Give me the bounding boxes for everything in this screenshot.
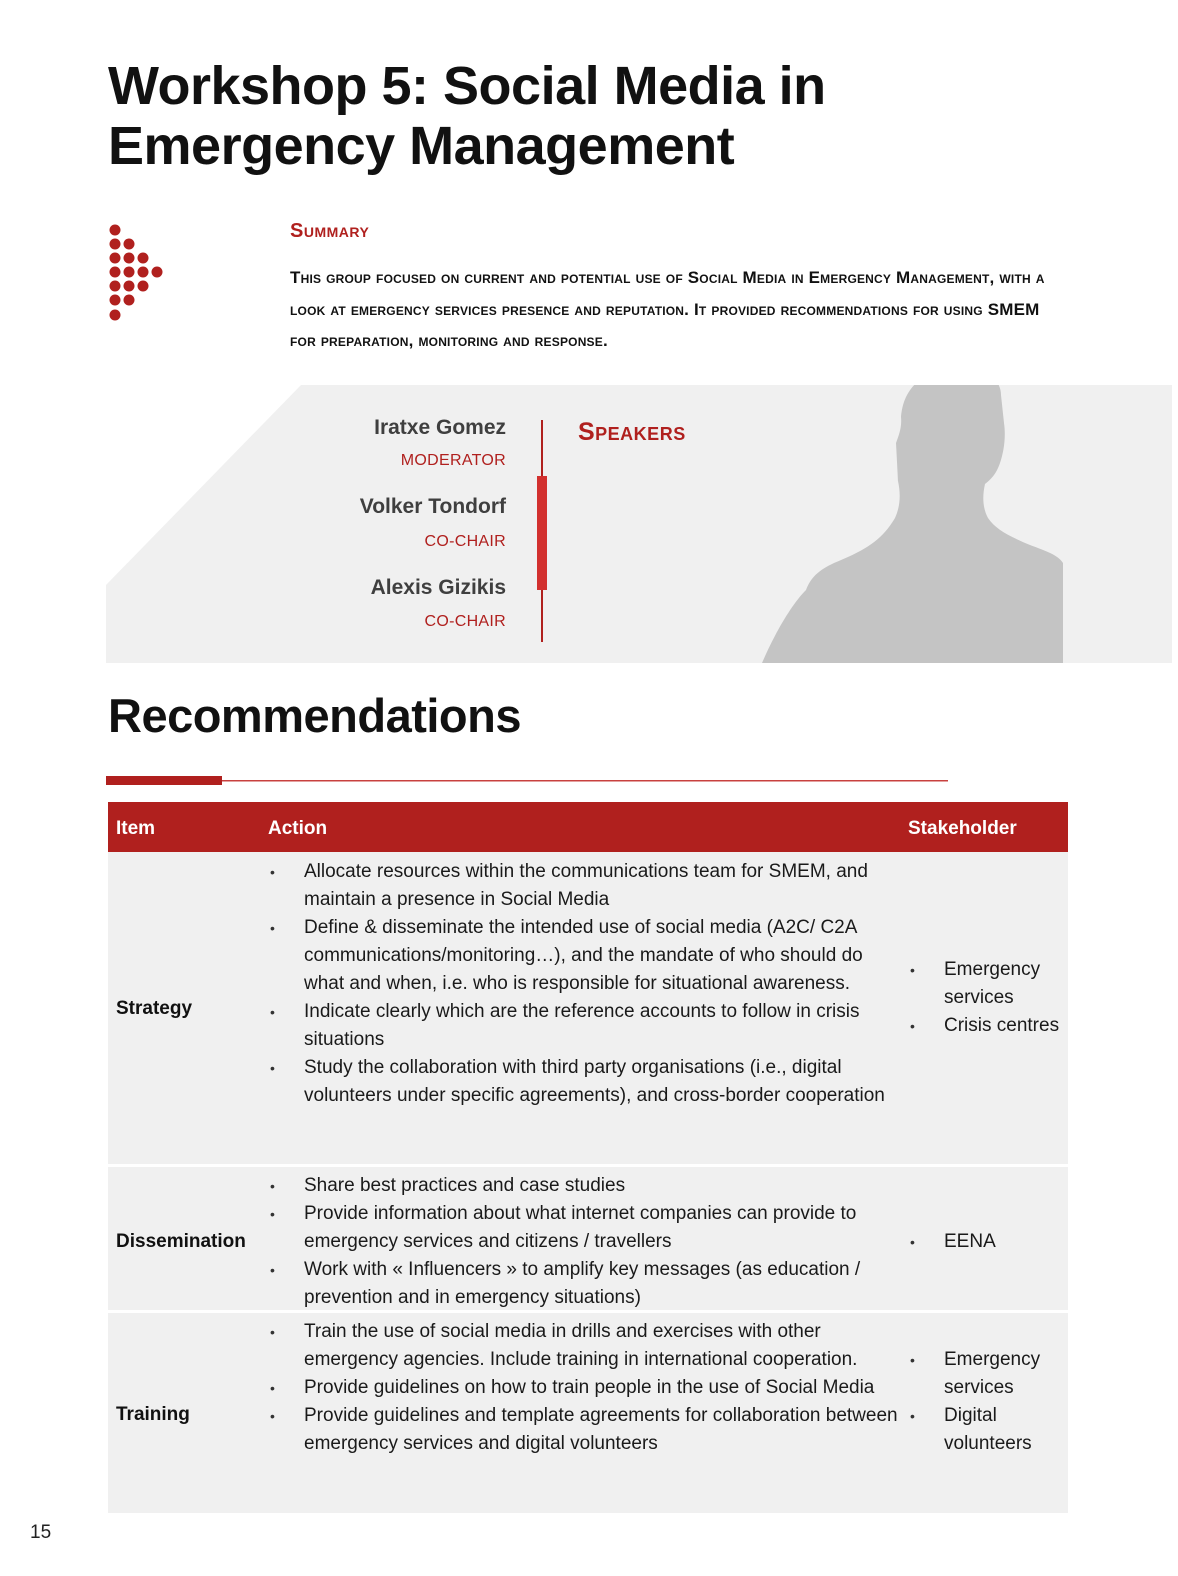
speaker-divider-highlight (537, 476, 547, 590)
action-item: • Indicate clearly which are the reference accounts to follow in crisis situations (268, 998, 898, 1054)
action-list (268, 1318, 898, 1458)
section-rule (106, 775, 948, 787)
row-item-label: Training (116, 1404, 190, 1425)
stakeholder-item: • EENA (908, 1228, 1063, 1256)
summary-heading: Summary (290, 220, 370, 242)
table-row (108, 1164, 1068, 1310)
action-item: • Provide information about what internet companies can provide to emergency services and citizens / travellers (268, 1200, 898, 1256)
summary-text: This group focused on current and potential use of Social Media in Emergency Management, with a look at emergency services presence and reputation. It provided recommendations for using SMEM for preparation, monitoring and response. (290, 268, 1045, 350)
stakeholder-item: • Crisis centres (908, 1012, 1063, 1040)
stakeholder-item: • Digital volunteers (908, 1402, 1063, 1458)
recommendations-heading: Recommendations (108, 689, 521, 742)
speaker-name: Alexis Gizikis (370, 576, 506, 599)
dot-arrow-icon (106, 222, 170, 326)
speakers-heading: Speakers (578, 418, 686, 446)
speaker-name: Volker Tondorf (359, 495, 506, 518)
stakeholder-list (908, 1346, 1063, 1458)
action-list (268, 858, 898, 1110)
page-title: Workshop 5: Social Media in Emergency Management (108, 56, 826, 176)
recommendations-table (108, 802, 1068, 1513)
speaker-role: MODERATOR (400, 452, 506, 469)
table-header (108, 802, 1068, 852)
stakeholder-list (908, 956, 1063, 1040)
column-header-item: Item (116, 818, 156, 839)
row-item-label: Strategy (116, 998, 193, 1019)
column-header-action: Action (268, 818, 328, 839)
action-item: • Train the use of social media in drills and exercises with other emergency agencies. Include training in international cooperation. (268, 1318, 898, 1374)
action-item: • Allocate resources within the communications team for SMEM, and maintain a presence in Social Media (268, 858, 898, 914)
action-item: • Share best practices and case studies (268, 1172, 898, 1200)
action-item: • Provide guidelines on how to train people in the use of Social Media (268, 1374, 898, 1402)
row-item-label: Dissemination (116, 1231, 246, 1252)
table-row (108, 1310, 1068, 1513)
action-item: • Define & disseminate the intended use of social media (A2C/ C2A communications/monitoring…), and the mandate of who should do what and when, i.e. who is responsible for situational awareness. (268, 914, 898, 998)
stakeholder-item: • Emergency services (908, 1346, 1063, 1402)
action-item: • Provide guidelines and template agreements for collaboration between emergency services and digital volunteers (268, 1402, 898, 1458)
speaker-role: CO-CHAIR (424, 533, 506, 550)
action-item: • Study the collaboration with third party organisations (i.e., digital volunteers under specific agreements), and cross-border cooperation (268, 1054, 898, 1110)
page-number: 15 (30, 1522, 52, 1543)
table-row (108, 852, 1068, 1164)
stakeholder-list (908, 1228, 1063, 1256)
action-list (268, 1172, 898, 1312)
action-item: • Work with « Influencers » to amplify key messages (as education / prevention and in emergency situations) (268, 1256, 898, 1312)
stakeholder-item: • Emergency services (908, 956, 1063, 1012)
speaker-role: CO-CHAIR (424, 613, 506, 630)
speaker-name: Iratxe Gomez (374, 416, 506, 439)
column-header-stakeholder: Stakeholder (908, 818, 1017, 839)
